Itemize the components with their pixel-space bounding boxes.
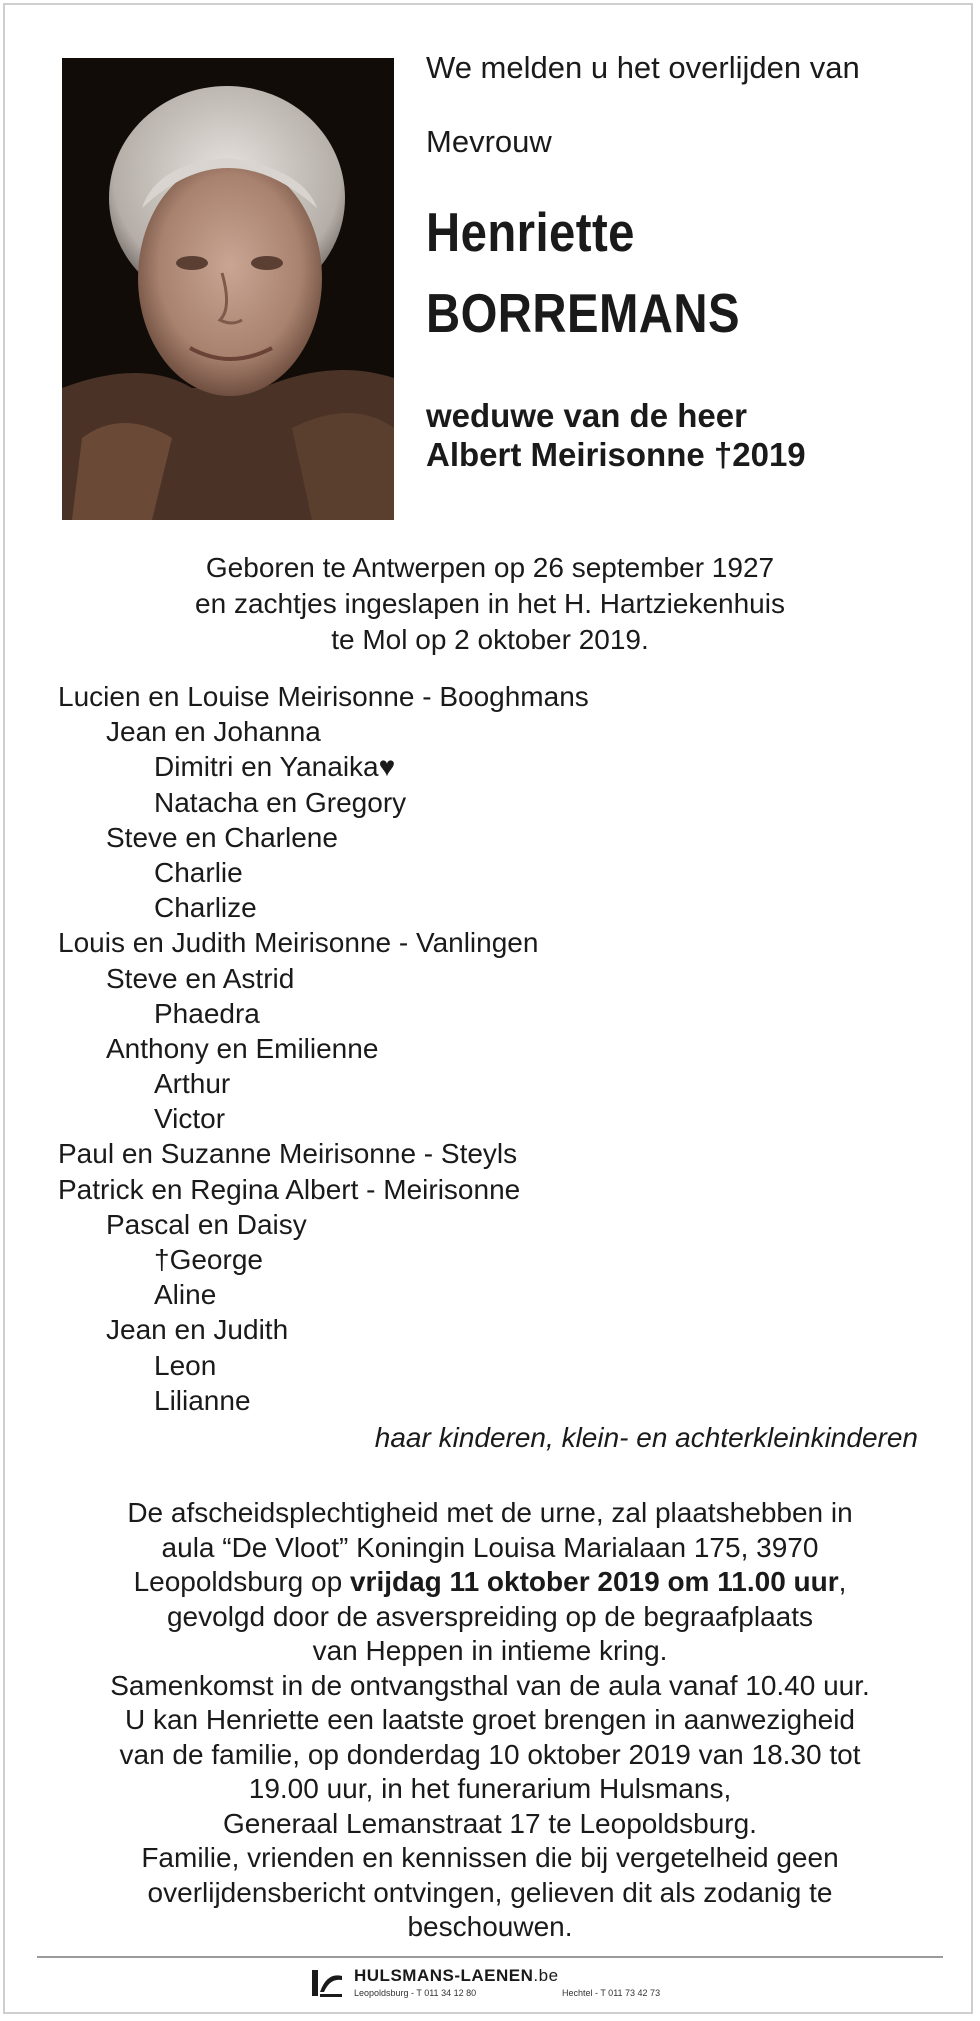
family-member: Pascal en Daisy <box>106 1208 307 1240</box>
family-member: Victor <box>154 1103 226 1135</box>
ceremony-line: aula “De Vloot” Koningin Louisa Marialaan 175, 3970 <box>161 1531 819 1563</box>
birth-line: te Mol op 2 oktober 2019. <box>331 624 649 655</box>
kin-label: haar kinderen, klein- en achterkleinkinderen <box>374 1422 918 1453</box>
ceremony-line: van de familie, op donderdag 10 oktober 2019 van 18.30 tot <box>119 1738 861 1770</box>
ceremony-line: Familie, vrienden en kennissen die bij vergetelheid geen <box>141 1842 839 1873</box>
honorific: Mevrouw <box>426 124 552 159</box>
family-member: Leon <box>154 1349 217 1381</box>
family-list <box>58 679 589 1418</box>
footer-divider <box>37 1956 943 1958</box>
family-member: Anthony en Emilienne <box>106 1032 379 1064</box>
brand-domain: .be <box>533 1966 559 1985</box>
ceremony-line: Samenkomst in de ontvangsthal van de aula vanaf 10.40 uur. <box>110 1669 870 1701</box>
family-member: Paul en Suzanne Meirisonne - Steyls <box>58 1138 518 1170</box>
birth-death-details <box>62 550 918 658</box>
family-member: Arthur <box>154 1068 231 1100</box>
widow-line-1: weduwe van de heer <box>426 397 747 434</box>
family-member: Lucien en Louise Meirisonne - Booghmans <box>58 681 589 712</box>
family-member: Jean en Johanna <box>106 716 321 748</box>
location-hechtel: Hechtel - T 011 73 42 73 <box>562 1988 661 1998</box>
funeral-home-icon <box>310 1966 344 2000</box>
ceremony-line: gevolgd door de asverspreiding op de begraafplaats <box>166 1600 813 1632</box>
ceremony-details <box>40 1496 940 1945</box>
ceremony-text: , <box>838 1566 847 1597</box>
family-member: Aline <box>154 1279 217 1311</box>
deceased-first-name: Henriette <box>426 201 635 263</box>
family-member: Charlize <box>154 892 257 924</box>
portrait-photo <box>62 58 394 520</box>
family-member: Steve en Astrid <box>106 962 295 994</box>
announcement-intro: We melden u het overlijden van <box>426 50 860 85</box>
family-member: Louis en Judith Meirisonne - Vanlingen <box>58 927 539 959</box>
ceremony-line <box>40 1565 940 1600</box>
ceremony-line: Generaal Lemanstraat 17 te Leopoldsburg. <box>223 1807 757 1839</box>
ceremony-line: De afscheidsplechtigheid met de urne, zal plaatshebben in <box>127 1497 853 1528</box>
family-member: Charlie <box>154 856 243 888</box>
family-member: Dimitri en Yanaika♥ <box>154 751 396 783</box>
ceremony-line: U kan Henriette een laatste groet brengen in aanwezigheid <box>124 1704 856 1735</box>
funeral-home-logo <box>310 1964 710 2004</box>
ceremony-line: 19.00 uur, in het funerarium Hulsmans, <box>248 1773 732 1804</box>
family-member: Lilianne <box>154 1384 251 1416</box>
ceremony-text: Leopoldsburg op <box>133 1566 350 1597</box>
location-leopoldsburg: Leopoldsburg - T 011 34 12 80 <box>354 1988 477 1998</box>
ceremony-date: vrijdag 11 oktober 2019 om 11.00 uur <box>349 1566 839 1597</box>
ceremony-line: beschouwen. <box>407 1911 573 1942</box>
funeral-home-name <box>354 1966 559 1986</box>
family-member: Phaedra <box>154 997 260 1029</box>
family-member: Patrick en Regina Albert - Meirisonne <box>58 1173 521 1205</box>
birth-line: en zachtjes ingeslapen in het H. Hartziekenhuis <box>195 588 785 619</box>
family-member: Natacha en Gregory <box>154 786 407 818</box>
ceremony-line: overlijdensbericht ontvingen, gelieven dit als zodanig te <box>147 1876 833 1908</box>
birth-line: Geboren te Antwerpen op 26 september 1927 <box>205 552 775 583</box>
brand-name: HULSMANS-LAENEN <box>354 1966 534 1985</box>
family-member: Steve en Charlene <box>106 821 338 853</box>
family-member: †George <box>154 1244 263 1275</box>
ceremony-line: van Heppen in intieme kring. <box>312 1635 668 1666</box>
family-member: Jean en Judith <box>106 1314 289 1346</box>
widow-line-2: Albert Meirisonne †2019 <box>426 436 806 473</box>
deceased-last-name: BORREMANS <box>426 282 740 344</box>
